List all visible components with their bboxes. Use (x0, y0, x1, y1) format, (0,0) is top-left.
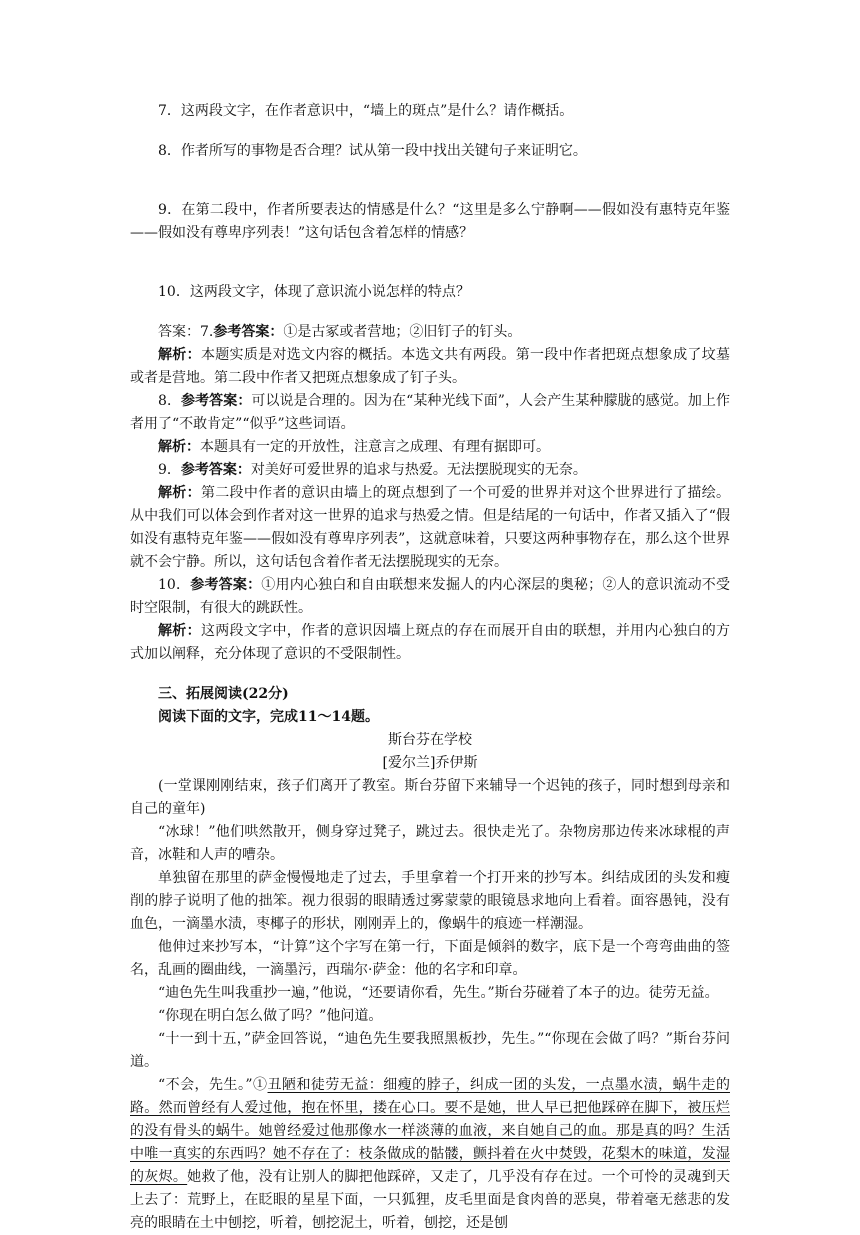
answer-9-reference (130, 459, 730, 482)
analysis-text: 第二段中作者的意识由墙上的斑点想到了一个可爱的世界并对这个世界进行了描绘。从中我们可以体会到作者对这一世界的追求与热爱之情。但是结尾的一句话中，作者又插入了“假如没有惠特克年鉴——假如没有尊卑序列表”，这就意味着，只要这两种事物存在，那么这个世界就不会宁静。所以，这句话包含着作者无法摆脱现实的无奈。 (130, 485, 731, 570)
paragraph-start: “不会，先生。”① (158, 1077, 268, 1093)
paragraph-end: 她救了他，没有让别人的脚把他踩碎，又走了，几乎没有存在过。一个可怜的灵魂到天上去了：荒野上，在眨眼的星星下面，一只狐狸，皮毛里面是食肉兽的恶臭，带着毫无慈悲的发亮的眼睛在土中刨挖，听着，刨挖泥土，听着，刨挖，还是刨 (130, 1169, 730, 1231)
passage-title: 斯台芬在学校 (388, 732, 472, 748)
reference-answer: 可以说是合理的。因为在“某种光线下面”，人会产生某种朦胧的感觉。加上作者用了“不敢肯定”“似乎”这些词语。 (130, 393, 730, 432)
reference-label: 参考答案： (180, 462, 251, 478)
passage-author: [爱尔兰]乔伊斯 (382, 755, 478, 771)
answer-lead: 答案： (158, 324, 200, 340)
analysis-text: 本题实质是对选文内容的概括。本选文共有两段。第一段中作者把斑点想象成了坟墓或者是营地。第二段中作者又把斑点想象成了钉子头。 (130, 347, 731, 386)
answer-7-reference (130, 321, 730, 344)
question-10 (130, 281, 730, 304)
answer-7-analysis (130, 344, 730, 390)
answer-number: 10． (158, 577, 191, 593)
answer-number: 8． (158, 393, 182, 409)
question-number: 9． (158, 202, 182, 218)
passage-paragraph: “冰球！”他们哄然散开，侧身穿过凳子，跳过去。很快走光了。杂物房那边传来冰球棍的声音，冰鞋和人声的嘈杂。 (130, 824, 730, 863)
answer-9-analysis (130, 482, 730, 574)
question-8 (130, 140, 730, 163)
passage-paragraph: “迪色先生叫我重抄一遍，”他说，“还要请你看，先生。”斯台芬碰着了本子的边。徒劳无益。 (158, 985, 719, 1001)
question-7 (130, 100, 730, 123)
passage-paragraph: (一堂课刚刚结束，孩子们离开了教室。斯台芬留下来辅导一个迟钝的孩子，同时想到母亲和自己的童年) (130, 778, 730, 817)
analysis-label: 解析： (158, 485, 201, 501)
question-text: 在第二段中，作者所要表达的情感是什么？“这里是多么宁静啊——假如没有惠特克年鉴——假如没有尊卑序列表！”这句话包含着怎样的情感？ (130, 202, 730, 241)
section-title: 三、拓展阅读(22分) (158, 686, 289, 702)
reference-answer: ①用内心独白和自由联想来发掘人的内心深层的奥秘；②人的意识流动不受时空限制，有很大的跳跃性。 (130, 577, 730, 616)
reference-answer: ①是古冢或者营地；②旧钉子的钉头。 (283, 324, 522, 340)
passage-paragraph: “你现在明白怎么做了吗？”他问道。 (158, 1008, 383, 1024)
question-number: 8． (158, 143, 181, 159)
answer-10-analysis (130, 620, 730, 666)
passage-paragraph: 单独留在那里的萨金慢慢地走了过去，手里拿着一个打开来的抄写本。纠结成团的头发和瘦削的脖子说明了他的拙笨。视力很弱的眼睛透过雾蒙蒙的眼镜恳求地向上看着。面容愚钝，没有血色，一滴墨水渍，枣椰子的形状，刚刚弄上的，像蜗牛的痕迹一样潮湿。 (130, 870, 730, 932)
analysis-label: 解析： (158, 347, 201, 363)
question-number: 7． (158, 103, 181, 119)
answer-10-reference (130, 574, 730, 620)
passage-paragraph: “十一到十五，”萨金回答说，“迪色先生要我照黑板抄，先生。”“你现在会做了吗？”斯台芬问道。 (130, 1031, 730, 1070)
underlined-sentence: 丑陋和徒劳无益：细瘦的脖子，纠成一团的头发，一点墨水渍，蜗牛走的路。然而曾经有人爱过他，抱在怀里，搂在心口。要不是她，世人早已把他踩碎在脚下，被压烂的没有骨头的蜗牛。她曾经爱过他那像水一样淡薄的血液，来自她自己的血。那是真的吗？生活中唯一真实的东西吗？她不存在了：枝条做成的骷髅，颤抖着在火中焚毁，花梨木的味道，发湿的灰烬。 (130, 1077, 730, 1185)
answer-number: 9． (158, 462, 181, 478)
reference-label: 参考答案： (213, 324, 284, 340)
analysis-text: 这两段文字中，作者的意识因墙上斑点的存在而展开自由的联想，并用内心独白的方式加以阐释，充分体现了意识的不受限制性。 (130, 623, 731, 662)
answer-number: 7. (200, 324, 214, 340)
answer-8-reference (130, 390, 730, 436)
analysis-text: 本题具有一定的开放性，注意言之成理、有理有据即可。 (200, 439, 550, 455)
passage-paragraph: 他伸过来抄写本，“计算”这个字写在第一行，下面是倾斜的数字，底下是一个弯弯曲曲的签名，乱画的圈曲线，一滴墨污，西瑞尔·萨金：他的名字和印章。 (130, 939, 730, 978)
section-instruction: 阅读下面的文字，完成11～14题。 (158, 709, 379, 725)
reference-label: 参考答案： (181, 393, 252, 409)
analysis-label: 解析： (158, 439, 200, 455)
reference-label: 参考答案： (190, 577, 262, 593)
question-text: 作者所写的事物是否合理？试从第一段中找出关键句子来证明它。 (180, 143, 587, 159)
question-text: 这两段文字，体现了意识流小说怎样的特点？ (189, 284, 470, 300)
reference-answer: 对美好可爱世界的追求与热爱。无法摆脱现实的无奈。 (250, 462, 587, 478)
document-page (130, 100, 730, 1235)
question-9 (130, 199, 730, 245)
question-text: 这两段文字，在作者意识中，“墙上的斑点”是什么？请作概括。 (180, 103, 574, 119)
question-number: 10． (158, 284, 190, 300)
analysis-label: 解析： (158, 623, 201, 639)
answer-8-analysis (130, 436, 730, 459)
passage-paragraph-underlined (130, 1074, 730, 1235)
